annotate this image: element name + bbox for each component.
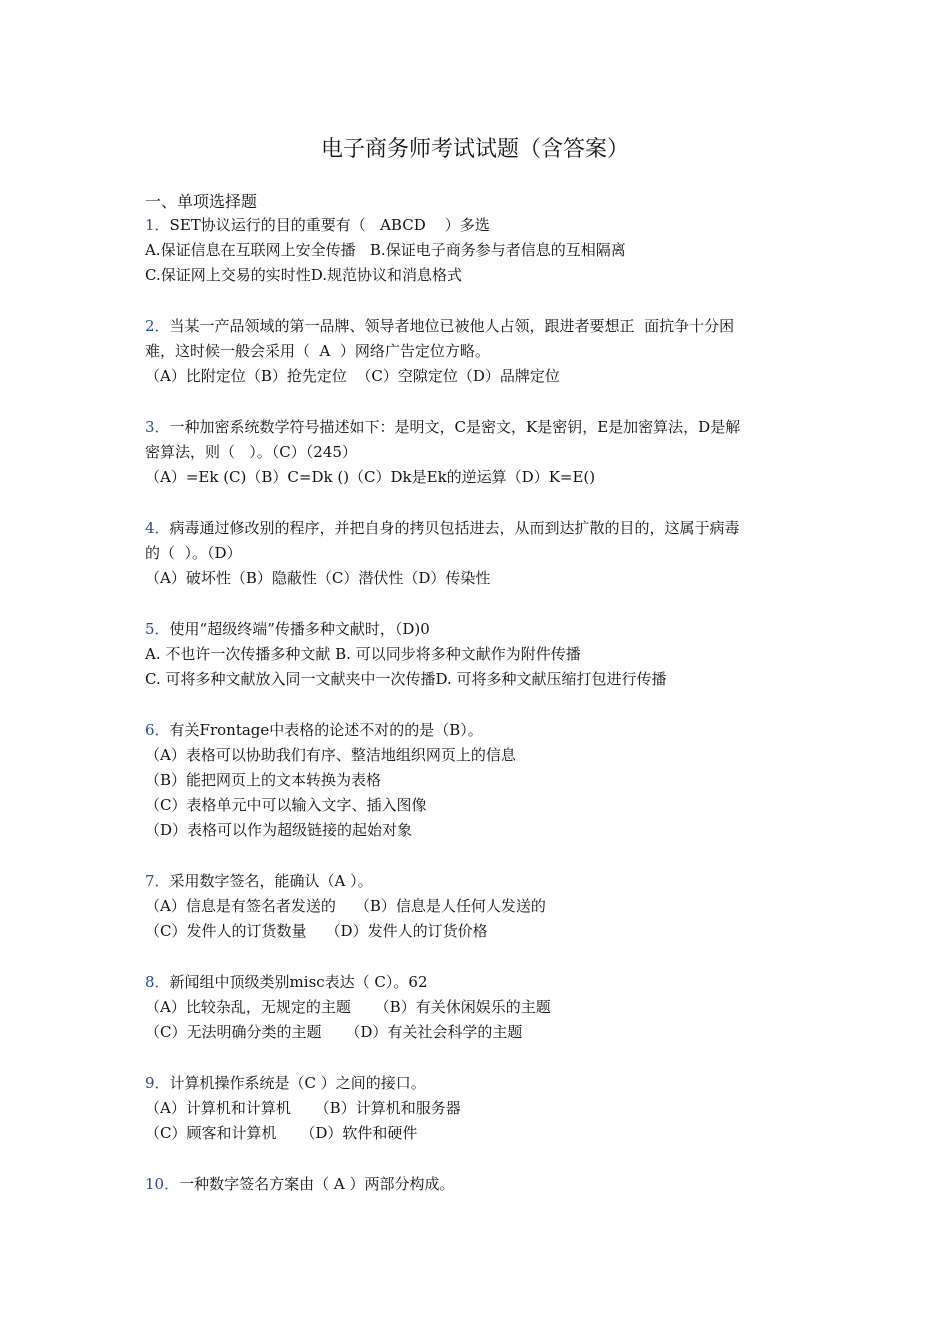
question-line (145, 869, 815, 894)
question-line (145, 314, 815, 339)
question-line: （C）表格单元中可以输入文字、插入图像 (145, 796, 427, 814)
question-text: SET协议运行的目的重要有（ ABCD ）多选 (169, 216, 490, 234)
question-6 (145, 718, 815, 843)
question-2 (145, 314, 815, 389)
page-title: 电子商务师考试试题（含答案） (320, 137, 629, 162)
question-line: A. 不也许一次传播多种文献 B. 可以同步将多种文献作为附件传播 (145, 645, 581, 663)
question-line (145, 718, 815, 743)
question-line: （B）能把网页上的文本转换为表格 (145, 771, 382, 789)
question-5 (145, 617, 815, 692)
question-line: （C）发件人的订货数量 （D）发件人的订货价格 (145, 922, 488, 940)
question-line (145, 516, 815, 541)
question-line: （C）顾客和计算机 （D）软件和硬件 (145, 1124, 418, 1142)
question-text: 一种加密系统数学符号描述如下：是明文，C是密文，K是密钥，E是加密算法，D是解 (169, 418, 741, 436)
question-line: （A）计算机和计算机 （B）计算机和服务器 (145, 1099, 461, 1117)
question-text: 使用“超级终端”传播多种文献时，（D)0 (169, 620, 430, 638)
question-line (145, 970, 815, 995)
question-line: （A）表格可以协助我们有序、整洁地组织网页上的信息 (145, 746, 516, 764)
question-number: 3． (145, 418, 170, 436)
question-number: 10． (145, 1175, 180, 1193)
question-line: 密算法，则（ ）。（C）（245） (145, 443, 357, 461)
question-line (145, 617, 815, 642)
question-number: 5． (145, 620, 170, 638)
question-4 (145, 516, 815, 591)
question-line: （C）无法明确分类的主题 （D）有关社会科学的主题 (145, 1023, 523, 1041)
question-text: 有关Frontage中表格的论述不对的的是（B）。 (169, 721, 483, 739)
question-line: （A）=Ek (C)（B）C=Dk ()（C）Dk是Ek的逆运算（D）K=E() (145, 468, 596, 486)
question-line: （D）表格可以作为超级链接的起始对象 (145, 821, 413, 839)
question-line (145, 213, 815, 238)
question-line: A.保证信息在互联网上安全传播 B.保证电子商务参与者信息的互相隔离 (145, 241, 626, 259)
question-9 (145, 1071, 815, 1146)
question-number: 8． (145, 973, 170, 991)
question-line: 的（ ）。（D） (145, 544, 242, 562)
question-text: 病毒通过修改别的程序，并把自身的拷贝包括进去，从而到达扩散的目的，这属于病毒 (169, 519, 740, 537)
question-7 (145, 869, 815, 944)
question-line: （A）比较杂乱，无规定的主题 （B）有关休闲娱乐的主题 (145, 998, 551, 1016)
question-number: 7． (145, 872, 170, 890)
question-10 (145, 1172, 815, 1197)
question-text: 一种数字签名方案由（ A ）两部分构成。 (179, 1175, 455, 1193)
question-number: 9． (145, 1074, 170, 1092)
question-number: 6． (145, 721, 170, 739)
question-line: 难，这时候一般会采用（ A ）网络广告定位方略。 (145, 342, 490, 360)
question-number: 1． (145, 216, 170, 234)
question-1 (145, 213, 815, 288)
question-text: 当某一产品领域的第一品牌、领导者地位已被他人占领，跟进者要想正 面抗争十分困 (169, 317, 735, 335)
question-line: （A）信息是有签名者发送的 （B）信息是人任何人发送的 (145, 897, 546, 915)
question-line (145, 415, 815, 440)
question-text: 新闻组中顶级类别misc表达（ C）。62 (169, 973, 428, 991)
question-line (145, 1172, 815, 1197)
question-text: 采用数字签名，能确认（A ）。 (169, 872, 373, 890)
question-line: （A）比附定位（B）抢先定位 （C）空隙定位（D）品牌定位 (145, 367, 560, 385)
question-number: 2． (145, 317, 170, 335)
question-list (145, 213, 815, 1223)
question-3 (145, 415, 815, 490)
question-line: C.保证网上交易的实时性D.规范协议和消息格式 (145, 266, 462, 284)
question-line: C. 可将多种文献放入同一文献夹中一次传播D. 可将多种文献压缩打包进行传播 (145, 670, 667, 688)
question-line: （A）破坏性（B）隐蔽性（C）潜伏性（D）传染性 (145, 569, 491, 587)
section-heading: 一、单项选择题 (145, 192, 258, 211)
question-line (145, 1071, 815, 1096)
question-number: 4． (145, 519, 170, 537)
question-8 (145, 970, 815, 1045)
question-text: 计算机操作系统是（C ）之间的接口。 (169, 1074, 426, 1092)
